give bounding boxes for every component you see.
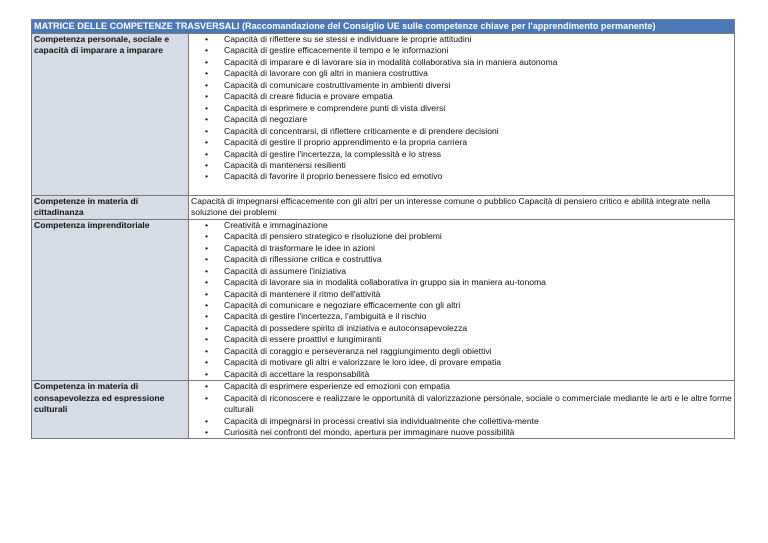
list-item: • Capacità di lavorare sia in modalità collaborativa in gruppo sia in maniera au-tonoma xyxy=(191,277,732,288)
list-item: • Curiosità nei confronti del mondo, apertura per immaginare nuove possibilità xyxy=(191,427,732,438)
row-content xyxy=(189,381,735,439)
competence-matrix-table xyxy=(31,19,735,439)
list-item: • Capacità di esprimere esperienze ed emozioni con empatia xyxy=(191,381,732,392)
list-item: • Capacità di mantenere il ritmo dell'attività xyxy=(191,289,732,300)
list-item: • Capacità di creare fiducia e provare empatia xyxy=(191,91,732,102)
list-item: • Capacità di riflettere su se stessi e individuare le proprie attitudini xyxy=(191,34,732,45)
list-item: • Capacità di favorire il proprio benessere fisico ed emotivo xyxy=(191,171,732,182)
list-item: • Capacità di imparare e di lavorare sia in modalità collaborativa sia in maniera autonoma xyxy=(191,57,732,68)
list-item: • Capacità di impegnarsi in processi creativi sia individualmente che collettiva-mente xyxy=(191,416,732,427)
table-row xyxy=(32,381,735,439)
list-item: • Capacità di mantenersi resilienti xyxy=(191,160,732,171)
list-item: • Capacità di concentrarsi, di riflettere criticamente e di prendere decisioni xyxy=(191,126,732,137)
list-item: • Capacità di riflessione critica e costruttiva xyxy=(191,254,732,265)
bullet-list xyxy=(191,381,732,438)
list-item: • Capacità di coraggio e perseveranza nel raggiungimento degli obiettivi xyxy=(191,346,732,357)
list-item: • Capacità di gestire l'incertezza, l'ambiguità e il rischio xyxy=(191,311,732,322)
row-label: Competenza imprenditoriale xyxy=(32,219,189,380)
list-item: • Capacità di gestire il proprio apprendimento e la propria carriera xyxy=(191,137,732,148)
list-item: • Creatività e immaginazione xyxy=(191,220,732,231)
bullet-list xyxy=(191,220,732,380)
table-title: MATRICE DELLE COMPETENZE TRASVERSALI (Raccomandazione del Consiglio UE sulle competenze chiave per l'apprendimento permanente) xyxy=(32,20,735,34)
row-label: Competenza in materia di consapevolezza ed espressione culturali xyxy=(32,381,189,439)
row-label: Competenza personale, sociale e capacità di imparare a imparare xyxy=(32,34,189,196)
list-item: • Capacità di possedere spirito di iniziativa e autoconsapevolezza xyxy=(191,323,732,334)
list-item: • Capacità di gestire efficacemente il tempo e le informazioni xyxy=(191,45,732,56)
list-item: • Capacità di essere proattivi e lungimiranti xyxy=(191,334,732,345)
bullet-list xyxy=(191,34,732,183)
table-row xyxy=(32,219,735,380)
table-row xyxy=(32,34,735,196)
list-item: • Capacità di comunicare e negoziare efficacemente con gli altri xyxy=(191,300,732,311)
list-item: • Capacità di esprimere e comprendere punti di vista diversi xyxy=(191,103,732,114)
list-item: • Capacità di negoziare xyxy=(191,114,732,125)
list-item: • Capacità di assumere l'iniziativa xyxy=(191,266,732,277)
row-content: Capacità di impegnarsi efficacemente con gli altri per un interesse comune o pubblico Capacità di pensiero critico e abilità integrate nella soluzione dei problemi xyxy=(189,195,735,219)
list-item: • Capacità di comunicare costruttivamente in ambienti diversi xyxy=(191,80,732,91)
list-item: • Capacità di trasformare le idee in azioni xyxy=(191,243,732,254)
list-item: • Capacità di accettare la responsabilità xyxy=(191,369,732,380)
list-item: • Capacità di lavorare con gli altri in maniera costruttiva xyxy=(191,68,732,79)
row-label: Competenze in materia di cittadinanza xyxy=(32,195,189,219)
table-header-row xyxy=(32,20,735,34)
table-row xyxy=(32,195,735,219)
list-item: • Capacità di gestire l'incertezza, la complessità e lo stress xyxy=(191,149,732,160)
list-item: • Capacità di pensiero strategico e risoluzione dei problemi xyxy=(191,231,732,242)
list-item: • Capacità di riconoscere e realizzare le opportunità di valorizzazione personale, sociale o commerciale mediante le arti e le altre forme culturali xyxy=(191,393,732,416)
row-content xyxy=(189,34,735,196)
row-content xyxy=(189,219,735,380)
list-item: • Capacità di motivare gli altri e valorizzare le loro idee, di provare empatia xyxy=(191,357,732,368)
cell-spacer xyxy=(191,183,732,195)
